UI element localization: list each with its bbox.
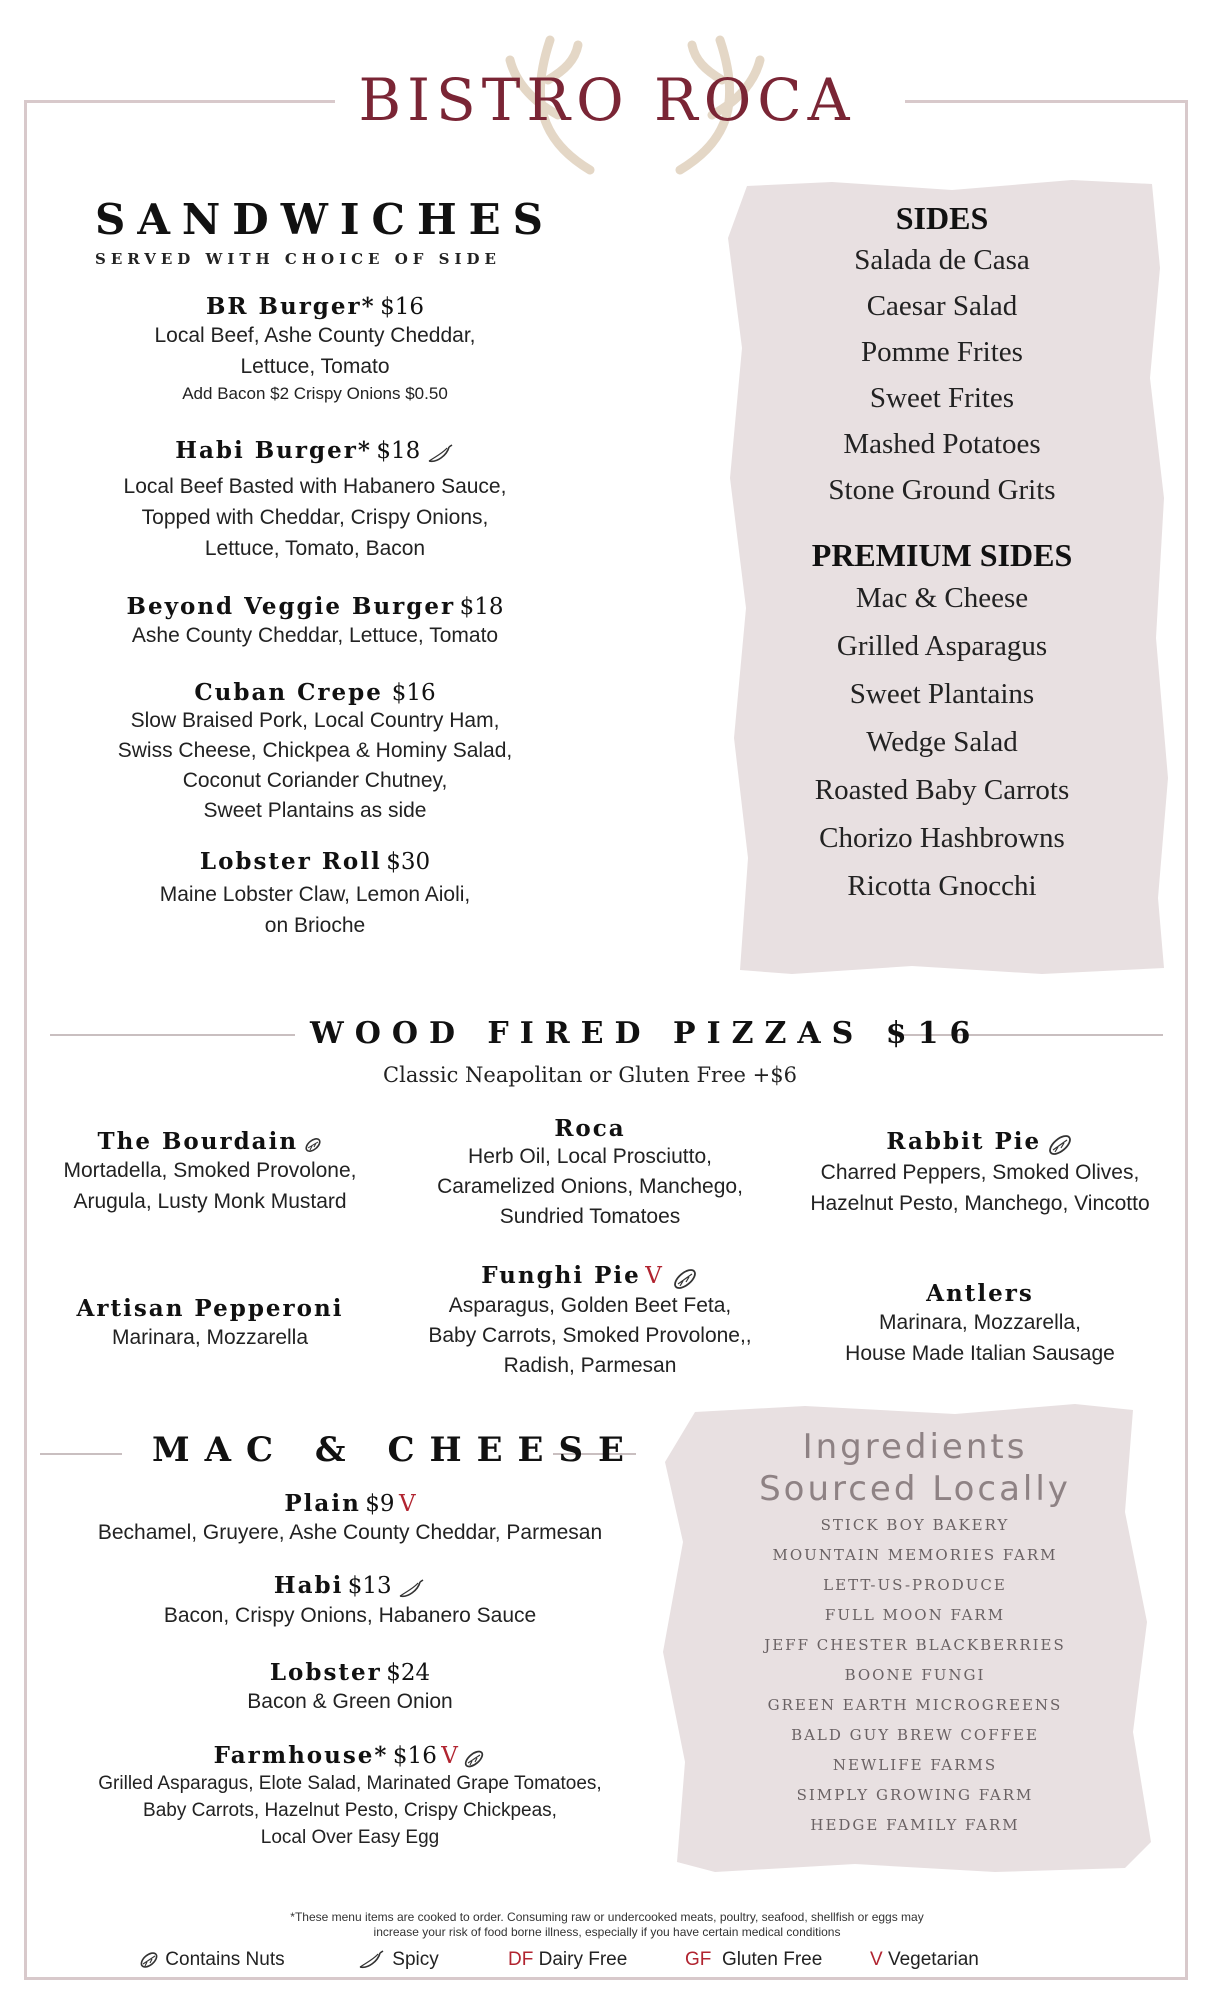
pizzas-heading: WOOD FIRED PIZZAS $16 [310, 1016, 982, 1051]
premium-side-item: Wedge Salad [866, 726, 1018, 758]
item-desc: Bacon, Crispy Onions, Habanero Sauce [163, 1603, 537, 1627]
dietary-legend [0, 1947, 1214, 1977]
mac-lobster [60, 1659, 640, 1717]
pizza-artisan-pepperoni [40, 1295, 380, 1353]
sandwich-habi-burger [60, 437, 570, 564]
mac-rule-left [40, 1453, 122, 1455]
nut-icon [138, 1949, 160, 1971]
item-name: Habi [273, 1572, 344, 1599]
item-desc: Herb Oil, Local Prosciutto, [468, 1145, 712, 1168]
nut-icon [1046, 1133, 1074, 1157]
item-desc: Sundried Tomatoes [499, 1205, 681, 1228]
item-price: $16 [392, 1743, 437, 1769]
item-desc: Bechamel, Gruyere, Ashe County Cheddar, Parmesan [97, 1521, 603, 1544]
item-name: Cuban Crepe [194, 679, 383, 706]
supplier-item: BALD GUY BREW COFFEE [791, 1726, 1039, 1744]
legend-label: Gluten Free [721, 1949, 823, 1970]
pizza-roca [420, 1115, 760, 1232]
legend-dairy-free [508, 1949, 627, 1971]
item-name: Habi Burger* [175, 437, 372, 464]
item-name: Rabbit Pie [886, 1128, 1042, 1155]
nut-icon [303, 1135, 323, 1155]
spicy-icon [355, 1949, 387, 1971]
item-desc: Swiss Cheese, Chickpea & Hominy Salad, [117, 739, 513, 762]
item-desc: Baby Carrots, Smoked Provolone,, [428, 1323, 752, 1347]
vegetarian-mark: V [645, 1263, 662, 1289]
supplier-item: GREEN EARTH MICROGREENS [767, 1696, 1063, 1714]
sandwiches-subheading: SERVED WITH CHOICE OF SIDE [95, 250, 501, 268]
item-name: Artisan Pepperoni [76, 1295, 344, 1322]
ingredients-title-line2: Sourced Locally [759, 1469, 1071, 1509]
premium-side-item: Sweet Plantains [849, 678, 1035, 710]
pizza-the-bourdain [40, 1128, 380, 1217]
sandwich-br-burger [60, 293, 570, 404]
item-name: BR Burger* [205, 293, 376, 320]
item-name: Funghi Pie [481, 1262, 641, 1289]
item-price: $18 [459, 594, 504, 620]
item-name: Antlers [926, 1280, 1034, 1307]
side-item: Stone Ground Grits [828, 474, 1056, 506]
supplier-item: BOONE FUNGI [844, 1666, 986, 1684]
pizzas-subtitle-text: Classic Neapolitan or Gluten Free +$6 [383, 1063, 797, 1087]
side-item: Salada de Casa [854, 244, 1030, 276]
pizza-funghi-pie [420, 1262, 760, 1381]
restaurant-title: BISTRO ROCA [358, 66, 856, 134]
legend-label: Spicy [392, 1949, 439, 1971]
item-desc: Coconut Coriander Chutney, [182, 769, 448, 792]
item-desc: Bacon & Green Onion [247, 1690, 453, 1713]
legend-label: Dairy Free [538, 1949, 628, 1970]
vegetarian-mark: V [398, 1491, 416, 1517]
mac-plain [60, 1490, 640, 1548]
legend-label: Contains Nuts [165, 1949, 285, 1971]
item-desc: on Brioche [264, 914, 366, 937]
item-desc: Ashe County Cheddar, Lettuce, Tomato [131, 624, 499, 647]
item-desc: Charred Peppers, Smoked Olives, [820, 1160, 1140, 1184]
item-price: $30 [386, 849, 431, 875]
pizza-rabbit-pie [790, 1128, 1170, 1219]
premium-sides-heading: PREMIUM SIDES [811, 537, 1073, 573]
item-name: Lobster Roll [199, 848, 382, 875]
item-desc: Topped with Cheddar, Crispy Onions, [141, 505, 489, 529]
item-desc: Local Beef Basted with Habanero Sauce, [123, 474, 507, 498]
sandwich-cuban-crepe [60, 679, 570, 826]
mac-heading: MAC & CHEESE [152, 1430, 639, 1470]
item-desc: Radish, Parmesan [503, 1353, 677, 1377]
item-desc: Local Beef, Ashe County Cheddar, [154, 324, 476, 347]
item-name: Roca [554, 1115, 626, 1142]
ingredients-title-line1: Ingredients [802, 1427, 1028, 1467]
pizza-rule-left [50, 1034, 295, 1036]
food-safety-disclaimer [0, 1910, 1214, 1940]
supplier-item: FULL MOON FARM [824, 1606, 1006, 1624]
item-addons: Add Bacon $2 Crispy Onions $0.50 [182, 384, 448, 403]
premium-side-item: Roasted Baby Carrots [814, 774, 1070, 806]
ingredients-heading [720, 1426, 1110, 1510]
item-name: Beyond Veggie Burger [126, 593, 456, 620]
item-desc: Mortadella, Smoked Provolone, [63, 1159, 357, 1182]
item-name: Lobster [269, 1659, 382, 1686]
pizza-antlers [810, 1280, 1150, 1369]
side-item: Sweet Frites [869, 382, 1015, 414]
item-desc: Sweet Plantains as side [203, 799, 427, 822]
nut-icon [671, 1267, 699, 1291]
mac-habi [60, 1572, 640, 1631]
legend-vegetarian [870, 1949, 979, 1971]
item-desc: Marinara, Mozzarella, [879, 1311, 1081, 1334]
item-desc: Hazelnut Pesto, Manchego, Vincotto [810, 1191, 1150, 1215]
ingredients-list [720, 1510, 1110, 1840]
premium-side-item: Chorizo Hashbrowns [819, 822, 1065, 854]
item-desc: Local Over Easy Egg [260, 1826, 440, 1848]
item-price: $18 [376, 438, 421, 464]
item-price: $16 [380, 294, 425, 320]
supplier-item: STICK BOY BAKERY [820, 1516, 1010, 1534]
item-name: Plain [284, 1490, 361, 1517]
sides-heading: SIDES [895, 200, 989, 236]
item-desc: Marinara, Mozzarella [111, 1326, 309, 1349]
legend-label: Vegetarian [887, 1949, 979, 1970]
item-desc: Asparagus, Golden Beet Feta, [448, 1293, 732, 1317]
supplier-item: SIMPLY GROWING FARM [796, 1786, 1034, 1804]
supplier-item: HEDGE FAMILY FARM [810, 1816, 1020, 1834]
item-desc: Caramelized Onions, Manchego, [437, 1175, 743, 1198]
item-price: $13 [347, 1573, 392, 1599]
legend-code: V [870, 1949, 883, 1970]
side-item: Pomme Frites [861, 336, 1023, 368]
item-desc: Lettuce, Tomato, Bacon [204, 536, 426, 560]
item-desc: Baby Carrots, Hazelnut Pesto, Crispy Chickpeas, [143, 1799, 557, 1821]
item-name: Farmhouse* [213, 1742, 389, 1769]
legend-code: DF [508, 1949, 534, 1970]
item-price: $9 [365, 1491, 395, 1517]
vegetarian-mark: V [441, 1743, 458, 1769]
sandwich-beyond-veggie-burger [60, 593, 570, 651]
item-desc: Arugula, Lusty Monk Mustard [73, 1190, 347, 1213]
disclaimer-line: increase your risk of food borne illness, especially if you have certain medical conditions [373, 1925, 841, 1939]
legend-gluten-free [685, 1949, 822, 1971]
side-item: Caesar Salad [866, 290, 1018, 322]
disclaimer-line: *These menu items are cooked to order. Consuming raw or undercooked meats, poultry, seafood, shellfish or eggs may [290, 1910, 924, 1924]
item-price: $24 [386, 1660, 431, 1686]
item-desc: Maine Lobster Claw, Lemon Aioli, [159, 883, 471, 906]
pizzas-subtitle [300, 1063, 880, 1087]
mac-farmhouse [60, 1742, 640, 1851]
legend-nuts [138, 1949, 285, 1971]
sandwich-lobster-roll [60, 848, 570, 941]
legend-spicy [355, 1949, 439, 1971]
premium-side-item: Grilled Asparagus [836, 630, 1048, 662]
sides-list [742, 200, 1142, 910]
supplier-item: LETT-US-PRODUCE [823, 1576, 1007, 1594]
side-item: Mashed Potatoes [843, 428, 1041, 460]
nut-icon [462, 1748, 486, 1770]
item-desc: Grilled Asparagus, Elote Salad, Marinated Grape Tomatoes, [98, 1772, 602, 1794]
premium-side-item: Mac & Cheese [855, 582, 1029, 614]
supplier-item: NEWLIFE FARMS [832, 1756, 998, 1774]
item-name: The Bourdain [97, 1128, 299, 1155]
item-desc: Lettuce, Tomato [240, 355, 390, 378]
legend-code: GF [685, 1949, 712, 1970]
sandwiches-heading: SANDWICHES [95, 195, 555, 244]
item-desc: House Made Italian Sausage [845, 1342, 1115, 1365]
supplier-item: MOUNTAIN MEMORIES FARM [772, 1546, 1058, 1564]
supplier-item: JEFF CHESTER BLACKBERRIES [764, 1636, 1066, 1654]
spicy-icon [425, 443, 455, 465]
spicy-icon [396, 1578, 426, 1600]
item-desc: Slow Braised Pork, Local Country Ham, [130, 709, 500, 732]
item-price: $16 [391, 680, 436, 706]
premium-side-item: Ricotta Gnocchi [847, 870, 1037, 902]
